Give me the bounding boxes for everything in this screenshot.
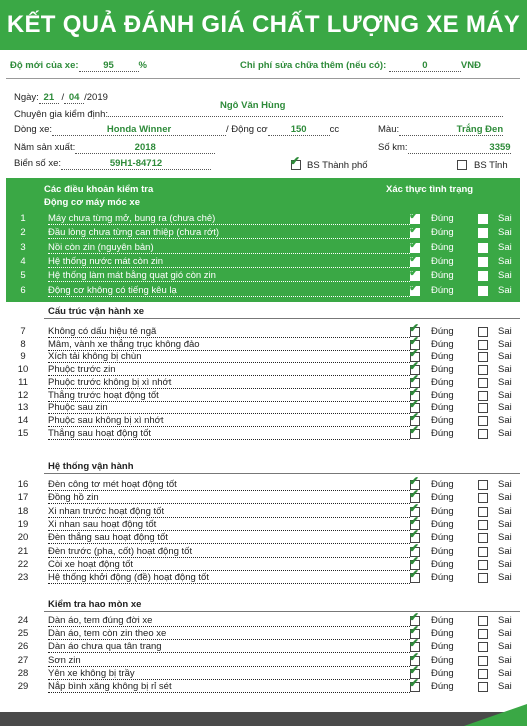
- mau-label: Màu:: [378, 124, 400, 135]
- sai-label: Sai: [498, 667, 512, 679]
- sai-checkbox[interactable]: [478, 228, 488, 238]
- check-item: [6, 321, 520, 339]
- item-number: 5: [20, 270, 26, 282]
- check-icon: ✔: [409, 422, 420, 437]
- item-text: Hệ thống làm mát bằng quạt gió còn zin: [48, 270, 410, 282]
- item-text: Đồng hồ zin: [48, 492, 410, 504]
- check-item: [6, 474, 520, 492]
- item-text: Hệ thống khởi động (đề) hoạt động tốt: [48, 572, 410, 584]
- section-title: Cấu trúc vận hành xe: [48, 306, 145, 317]
- check-icon: ✔: [409, 500, 420, 515]
- check-icon: ✔: [409, 384, 420, 399]
- check-icon: ✔: [409, 265, 420, 280]
- bien-so-field: [14, 158, 211, 170]
- do-moi-value: 95: [103, 60, 114, 71]
- check-icon: ✔: [409, 346, 420, 361]
- sai-checkbox[interactable]: [478, 214, 488, 224]
- divider: [44, 318, 520, 319]
- sai-checkbox[interactable]: [478, 327, 488, 337]
- sai-checkbox[interactable]: [478, 573, 488, 583]
- sai-label: Sai: [498, 615, 512, 626]
- do-moi-label: Độ mới của xe:: [10, 60, 79, 71]
- ngay-day: 21: [43, 92, 55, 103]
- dung-label: Đúng: [431, 255, 454, 267]
- item-text: Xi nhan sau hoạt động tốt: [48, 519, 410, 531]
- sai-label: Sai: [498, 532, 512, 544]
- sai-label: Sai: [498, 518, 512, 530]
- dung-label: Đúng: [431, 532, 454, 544]
- check-icon: ✔: [409, 371, 420, 386]
- dung-label: Đúng: [431, 641, 454, 653]
- item-text: Mâm, vành xe thẳng trục không đảo: [48, 339, 410, 351]
- header-xac-thuc: Xác thực tình trạng: [386, 184, 474, 195]
- item-text: Xi nhan trước hoạt động tốt: [48, 506, 410, 518]
- chuyen-gia-label: Chuyên gia kiểm định:: [14, 109, 108, 120]
- item-number: 6: [20, 284, 26, 296]
- sai-checkbox[interactable]: [478, 480, 488, 490]
- item-number: 25: [17, 628, 29, 640]
- item-text: Máy chưa từng mở, bung ra (chưa chẻ): [48, 213, 410, 225]
- dung-label: Đúng: [431, 654, 454, 666]
- sai-label: Sai: [498, 284, 512, 296]
- check-icon: ✔: [409, 333, 420, 348]
- item-number: 21: [17, 545, 29, 557]
- chi-phi-value: 0: [422, 60, 428, 71]
- dung-label: Đúng: [431, 505, 454, 517]
- dung-label: Đúng: [431, 518, 454, 530]
- item-number: 26: [17, 641, 29, 653]
- ngay-field: Ngày: 21 / 04 /2019: [14, 92, 108, 103]
- sai-label: Sai: [498, 241, 512, 253]
- check-item: [6, 236, 520, 255]
- bs-tinh-label: BS Tỉnh: [474, 160, 508, 171]
- check-icon: ✔: [409, 397, 420, 412]
- dung-label: Đúng: [431, 572, 454, 584]
- item-text: Dàn áo, tem đúng đời xe: [48, 615, 410, 627]
- check-icon: ✔: [409, 553, 420, 568]
- section-title: Kiểm tra hao mòn xe: [48, 599, 142, 610]
- check-icon: ✔: [409, 623, 420, 638]
- dung-label: Đúng: [431, 414, 454, 426]
- sai-checkbox[interactable]: [478, 520, 488, 530]
- check-icon: ✔: [409, 540, 420, 555]
- check-icon: ✔: [409, 567, 420, 582]
- sai-label: Sai: [498, 558, 512, 570]
- item-text: Phuộc trước không bị xì nhớt: [48, 377, 410, 389]
- bien-so-label: Biển số xe:: [14, 158, 61, 169]
- sai-checkbox[interactable]: [478, 642, 488, 652]
- sai-label: Sai: [498, 376, 512, 388]
- item-number: 2: [20, 227, 26, 239]
- check-icon: ✔: [409, 236, 420, 251]
- footer-bar: [0, 712, 527, 726]
- dung-label: Đúng: [431, 667, 454, 679]
- dung-label: Đúng: [431, 376, 454, 388]
- item-number: 10: [17, 364, 29, 376]
- check-icon: ✔: [409, 359, 420, 374]
- check-item: [6, 610, 520, 628]
- check-icon: ✔: [409, 474, 420, 488]
- bs-thanh-pho-label: BS Thành phố: [307, 160, 368, 171]
- item-number: 13: [17, 402, 29, 414]
- item-number: 17: [17, 492, 29, 504]
- dung-label: Đúng: [431, 326, 454, 337]
- dung-label: Đúng: [431, 402, 454, 414]
- item-text: Còi xe hoạt động tốt: [48, 559, 410, 571]
- item-number: 19: [17, 518, 29, 530]
- nam-sx-label: Năm sản xuất:: [14, 142, 76, 153]
- check-item: [6, 265, 520, 283]
- item-number: 9: [20, 351, 26, 363]
- dung-label: Đúng: [431, 364, 454, 376]
- ngay-label: Ngày:: [14, 92, 39, 103]
- sai-checkbox[interactable]: [478, 391, 488, 401]
- sai-checkbox[interactable]: [478, 243, 488, 253]
- dung-label: Đúng: [431, 389, 454, 401]
- item-number: 12: [17, 389, 29, 401]
- item-number: 29: [17, 681, 29, 692]
- sai-checkbox[interactable]: [478, 378, 488, 388]
- so-km-field: [378, 142, 511, 154]
- check-icon: ✔: [409, 610, 420, 624]
- dong-co-unit: cc: [329, 124, 340, 135]
- item-number: 15: [17, 427, 29, 439]
- sai-checkbox[interactable]: [478, 656, 488, 666]
- sai-label: Sai: [498, 338, 512, 350]
- section-title: Hệ thống vận hành: [48, 461, 134, 472]
- header-dieu-khoan: Các điều khoản kiểm tra: [44, 184, 154, 195]
- check-item: [6, 567, 520, 585]
- dung-label: Đúng: [431, 427, 454, 439]
- item-number: 14: [17, 414, 29, 426]
- item-number: 8: [20, 338, 26, 350]
- sai-label: Sai: [498, 628, 512, 640]
- sai-label: Sai: [498, 255, 512, 267]
- sai-label: Sai: [498, 654, 512, 666]
- item-text: Phuộc sau zin: [48, 402, 410, 414]
- check-item: [6, 359, 520, 377]
- ngay-month: 04: [68, 92, 80, 103]
- check-item: [6, 384, 520, 403]
- sai-checkbox[interactable]: [478, 257, 488, 267]
- sai-checkbox[interactable]: [478, 629, 488, 639]
- chi-phi-unit: VNĐ: [460, 60, 481, 71]
- check-item: [6, 279, 520, 298]
- item-text: Đèn thắng sau hoạt động tốt: [48, 532, 410, 544]
- check-item: [6, 397, 520, 415]
- item-number: 20: [17, 532, 29, 544]
- sai-label: Sai: [498, 505, 512, 517]
- check-item: [6, 662, 520, 681]
- page-title: KẾT QUẢ ĐÁNH GIÁ CHẤT LƯỢNG XE MÁY: [0, 0, 527, 50]
- check-item: [6, 540, 520, 559]
- nam-sx-value: 2018: [134, 142, 156, 153]
- sai-label: Sai: [498, 270, 512, 282]
- check-item: [6, 500, 520, 519]
- check-icon: ✔: [290, 154, 301, 168]
- sai-label: Sai: [498, 414, 512, 426]
- dung-label: Đúng: [431, 227, 454, 239]
- check-item: [6, 623, 520, 641]
- check-icon: ✔: [409, 222, 420, 237]
- item-text: Không có dấu hiệu té ngã: [48, 326, 410, 338]
- mau-value: Trắng Đen: [456, 124, 504, 135]
- sai-checkbox[interactable]: [478, 286, 488, 296]
- item-number: 28: [17, 667, 29, 679]
- chuyen-gia-value: Ngô Văn Hùng: [220, 100, 286, 111]
- check-item: [6, 371, 520, 390]
- item-text: Phuộc trước zin: [48, 364, 410, 376]
- check-item: [6, 513, 520, 532]
- sai-label: Sai: [498, 364, 512, 376]
- check-icon: ✔: [409, 279, 420, 294]
- divider: [44, 611, 520, 612]
- dung-label: Đúng: [431, 681, 454, 692]
- item-text: Thắng trước hoạt động tốt: [48, 390, 410, 402]
- check-icon: ✔: [409, 250, 420, 265]
- sai-checkbox[interactable]: [478, 682, 488, 692]
- item-number: 1: [20, 213, 26, 224]
- check-icon: ✔: [409, 649, 420, 664]
- sai-checkbox[interactable]: [478, 340, 488, 350]
- ngay-year: /2019: [84, 92, 108, 103]
- dung-label: Đúng: [431, 479, 454, 490]
- item-text: Hệ thống nước mát còn zin: [48, 256, 410, 268]
- dong-xe-label: Dòng xe:: [14, 124, 53, 135]
- dong-xe-value: Honda Winner: [106, 124, 172, 135]
- do-moi-unit: %: [138, 60, 147, 71]
- divider: [6, 78, 520, 79]
- check-item: [6, 676, 520, 694]
- sai-label: Sai: [498, 479, 512, 490]
- bs-tinh-checkbox[interactable]: [457, 160, 467, 170]
- check-icon: ✔: [409, 636, 420, 651]
- sai-label: Sai: [498, 572, 512, 584]
- sai-checkbox[interactable]: [478, 533, 488, 543]
- sai-checkbox[interactable]: [478, 271, 488, 281]
- dong-co-label: / Động cơ: [226, 124, 268, 135]
- check-icon: ✔: [409, 487, 420, 502]
- do-moi-field: [10, 60, 147, 72]
- dung-label: Đúng: [431, 545, 454, 557]
- item-text: Đèn công tơ mét hoạt động tốt: [48, 479, 410, 491]
- item-number: 24: [17, 615, 29, 626]
- check-item: [6, 222, 520, 240]
- check-icon: ✔: [409, 208, 420, 222]
- check-item: [6, 527, 520, 545]
- sai-label: Sai: [498, 351, 512, 363]
- sai-checkbox[interactable]: [478, 365, 488, 375]
- check-item: [6, 422, 520, 441]
- item-number: 18: [17, 505, 29, 517]
- sai-checkbox[interactable]: [478, 352, 488, 362]
- check-item: [6, 346, 520, 364]
- item-text: Đèn trước (pha, cốt) hoạt động tốt: [48, 546, 410, 558]
- sai-label: Sai: [498, 545, 512, 557]
- check-item: [6, 409, 520, 428]
- mau-field: [378, 124, 503, 136]
- dung-label: Đúng: [431, 615, 454, 626]
- dung-label: Đúng: [431, 338, 454, 350]
- check-item: [6, 208, 520, 226]
- sai-checkbox[interactable]: [478, 616, 488, 626]
- dung-label: Đúng: [431, 213, 454, 224]
- item-text: Yên xe không bị trầy: [48, 668, 410, 680]
- item-text: Động cơ không có tiếng kêu lạ: [48, 285, 410, 297]
- item-number: 4: [20, 255, 26, 267]
- sai-label: Sai: [498, 641, 512, 653]
- check-icon: ✔: [409, 676, 420, 690]
- check-item: [6, 636, 520, 654]
- check-item: [6, 649, 520, 668]
- sai-checkbox[interactable]: [478, 403, 488, 413]
- sai-checkbox[interactable]: [478, 560, 488, 570]
- check-item: [6, 333, 520, 352]
- divider: [44, 473, 520, 474]
- sai-checkbox[interactable]: [478, 669, 488, 679]
- check-item: [6, 250, 520, 269]
- check-item: [6, 487, 520, 505]
- so-km-label: Số km:: [378, 142, 408, 153]
- item-number: 11: [18, 376, 28, 388]
- item-text: Dàn áo chưa qua tân trang: [48, 641, 410, 653]
- sai-label: Sai: [498, 213, 512, 224]
- sai-label: Sai: [498, 326, 512, 337]
- section-dong-co: [6, 178, 520, 302]
- dong-xe-field: [14, 124, 339, 136]
- item-number: 16: [17, 479, 29, 490]
- item-number: 3: [20, 241, 26, 253]
- dung-label: Đúng: [431, 628, 454, 640]
- sai-checkbox[interactable]: [478, 493, 488, 503]
- sai-checkbox[interactable]: [478, 507, 488, 517]
- item-number: 7: [20, 326, 26, 337]
- dung-label: Đúng: [431, 558, 454, 570]
- chuyen-gia-field: [14, 100, 503, 120]
- item-text: Đầu lòng chưa từng can thiệp (chưa rớt): [48, 227, 410, 239]
- item-number: 22: [17, 558, 29, 570]
- sai-checkbox[interactable]: [478, 416, 488, 426]
- check-icon: ✔: [409, 409, 420, 424]
- sai-label: Sai: [498, 227, 512, 239]
- dung-label: Đúng: [431, 241, 454, 253]
- sai-checkbox[interactable]: [478, 429, 488, 439]
- item-number: 23: [17, 572, 29, 584]
- dung-label: Đúng: [431, 492, 454, 504]
- dong-co-value: 150: [290, 124, 307, 135]
- item-text: Xích tải không bị chùn: [48, 351, 410, 363]
- section-title: Động cơ máy móc xe: [44, 197, 140, 208]
- item-text: Nắp bình xăng không bị rỉ sét: [48, 681, 410, 693]
- sai-label: Sai: [498, 492, 512, 504]
- item-number: 27: [17, 654, 29, 666]
- section-cau-truc: [6, 304, 520, 454]
- chi-phi-field: [240, 60, 481, 72]
- check-item: [6, 553, 520, 572]
- nam-sx-field: [14, 142, 215, 154]
- so-km-value: 3359: [489, 142, 511, 153]
- bien-so-value: 59H1-84712: [109, 158, 163, 169]
- item-text: Nồi còn zin (nguyên bản): [48, 242, 410, 254]
- check-icon: ✔: [409, 513, 420, 528]
- sai-label: Sai: [498, 389, 512, 401]
- item-text: Sơn zin: [48, 655, 410, 667]
- dung-label: Đúng: [431, 270, 454, 282]
- item-text: Dàn áo, tem còn zin theo xe: [48, 628, 410, 640]
- dung-label: Đúng: [431, 351, 454, 363]
- chi-phi-label: Chi phí sửa chữa thêm (nếu có):: [240, 60, 387, 71]
- sai-checkbox[interactable]: [478, 547, 488, 557]
- check-icon: ✔: [409, 321, 420, 335]
- item-text: Phuộc sau không bị xì nhớt: [48, 415, 410, 427]
- sai-label: Sai: [498, 402, 512, 414]
- dung-label: Đúng: [431, 284, 454, 296]
- sai-label: Sai: [498, 427, 512, 439]
- check-icon: ✔: [409, 662, 420, 677]
- item-text: Thắng sau hoạt động tốt: [48, 428, 410, 440]
- check-icon: ✔: [409, 527, 420, 542]
- sai-label: Sai: [498, 681, 512, 692]
- section-he-thong: [6, 459, 520, 589]
- section-hao-mon: [6, 597, 520, 701]
